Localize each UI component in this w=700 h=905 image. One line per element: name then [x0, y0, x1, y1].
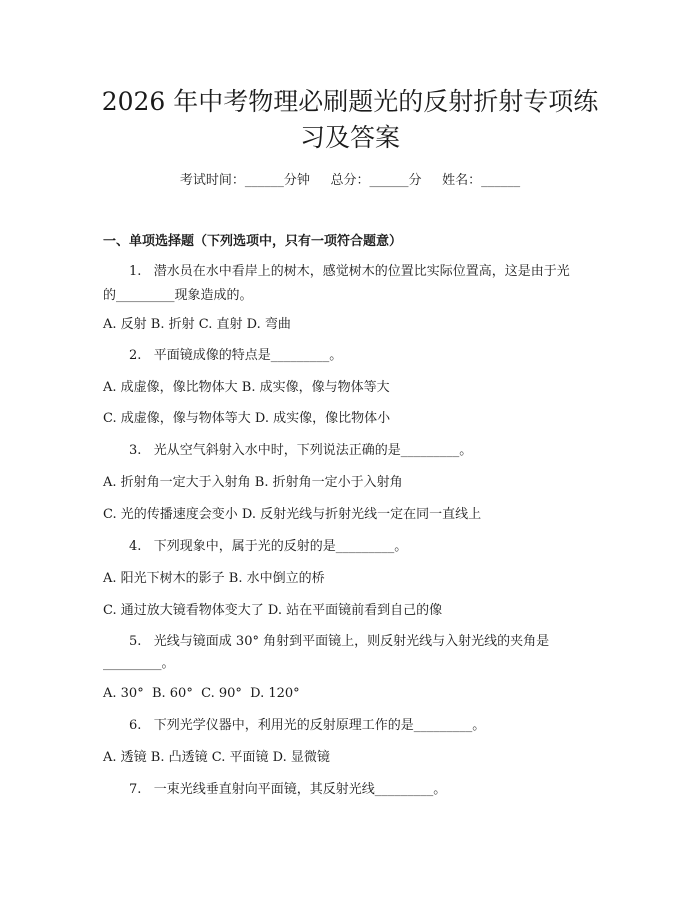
question-4-options-row-1: A. 阳光下树木的影子 B. 水中倒立的桥 — [103, 571, 325, 586]
question-1-options: A. 反射 B. 折射 C. 直射 D. 弯曲 — [103, 317, 291, 332]
section-heading: 一、单项选择题（下列选项中，只有一项符合题意） — [103, 234, 403, 249]
question-2 — [103, 346, 342, 366]
question-1-continuation: 的_________现象造成的。 — [103, 288, 253, 303]
question-6 — [103, 716, 485, 736]
question-3-options-row-1: A. 折射角一定大于入射角 B. 折射角一定小于入射角 — [103, 475, 403, 490]
title-line-1: 2026 年中考物理必刷题光的反射折射专项练 — [101, 87, 599, 116]
question-6-options: A. 透镜 B. 凸透镜 C. 平面镜 D. 显微镜 — [103, 750, 330, 765]
document-title — [90, 84, 610, 156]
question-7 — [103, 780, 446, 800]
question-2-text: 2. 平面镜成像的特点是_________。 — [129, 348, 343, 363]
question-6-text: 6. 下列光学仪器中，利用光的反射原理工作的是_________。 — [129, 718, 486, 733]
question-7-text: 7. 一束光线垂直射向平面镜，其反射光线_________。 — [129, 782, 447, 797]
question-4-options-row-2: C. 通过放大镜看物体变大了 D. 站在平面镜前看到自己的像 — [103, 603, 443, 618]
question-1-text: 1. 潜水员在水中看岸上的树木，感觉树木的位置比实际位置高，这是由于光 — [129, 264, 570, 279]
question-1 — [103, 262, 570, 282]
question-3 — [103, 441, 472, 461]
question-4-text: 4. 下列现象中，属于光的反射的是_________。 — [129, 539, 408, 554]
question-3-options-row-2: C. 光的传播速度会变小 D. 反射光线与折射光线一定在同一直线上 — [103, 507, 482, 522]
question-2-options-row-1: A. 成虚像，像比物体大 B. 成实像，像与物体等大 — [103, 380, 390, 395]
question-5 — [103, 632, 549, 652]
question-2-options-row-2: C. 成虚像，像与物体等大 D. 成实像，像比物体小 — [103, 411, 391, 426]
question-4 — [103, 537, 407, 557]
question-5-continuation: _________。 — [103, 656, 175, 671]
exam-meta-line: 考试时间：______分钟 总分：______分 姓名：______ — [179, 173, 521, 188]
title-line-2: 习及答案 — [299, 123, 400, 152]
question-5-options: A. 30° B. 60° C. 90° D. 120° — [103, 686, 300, 701]
question-5-text: 5. 光线与镜面成 30° 角射到平面镜上，则反射光线与入射光线的夹角是 — [129, 634, 550, 649]
question-3-text: 3. 光从空气斜射入水中时，下列说法正确的是_________。 — [129, 443, 473, 458]
